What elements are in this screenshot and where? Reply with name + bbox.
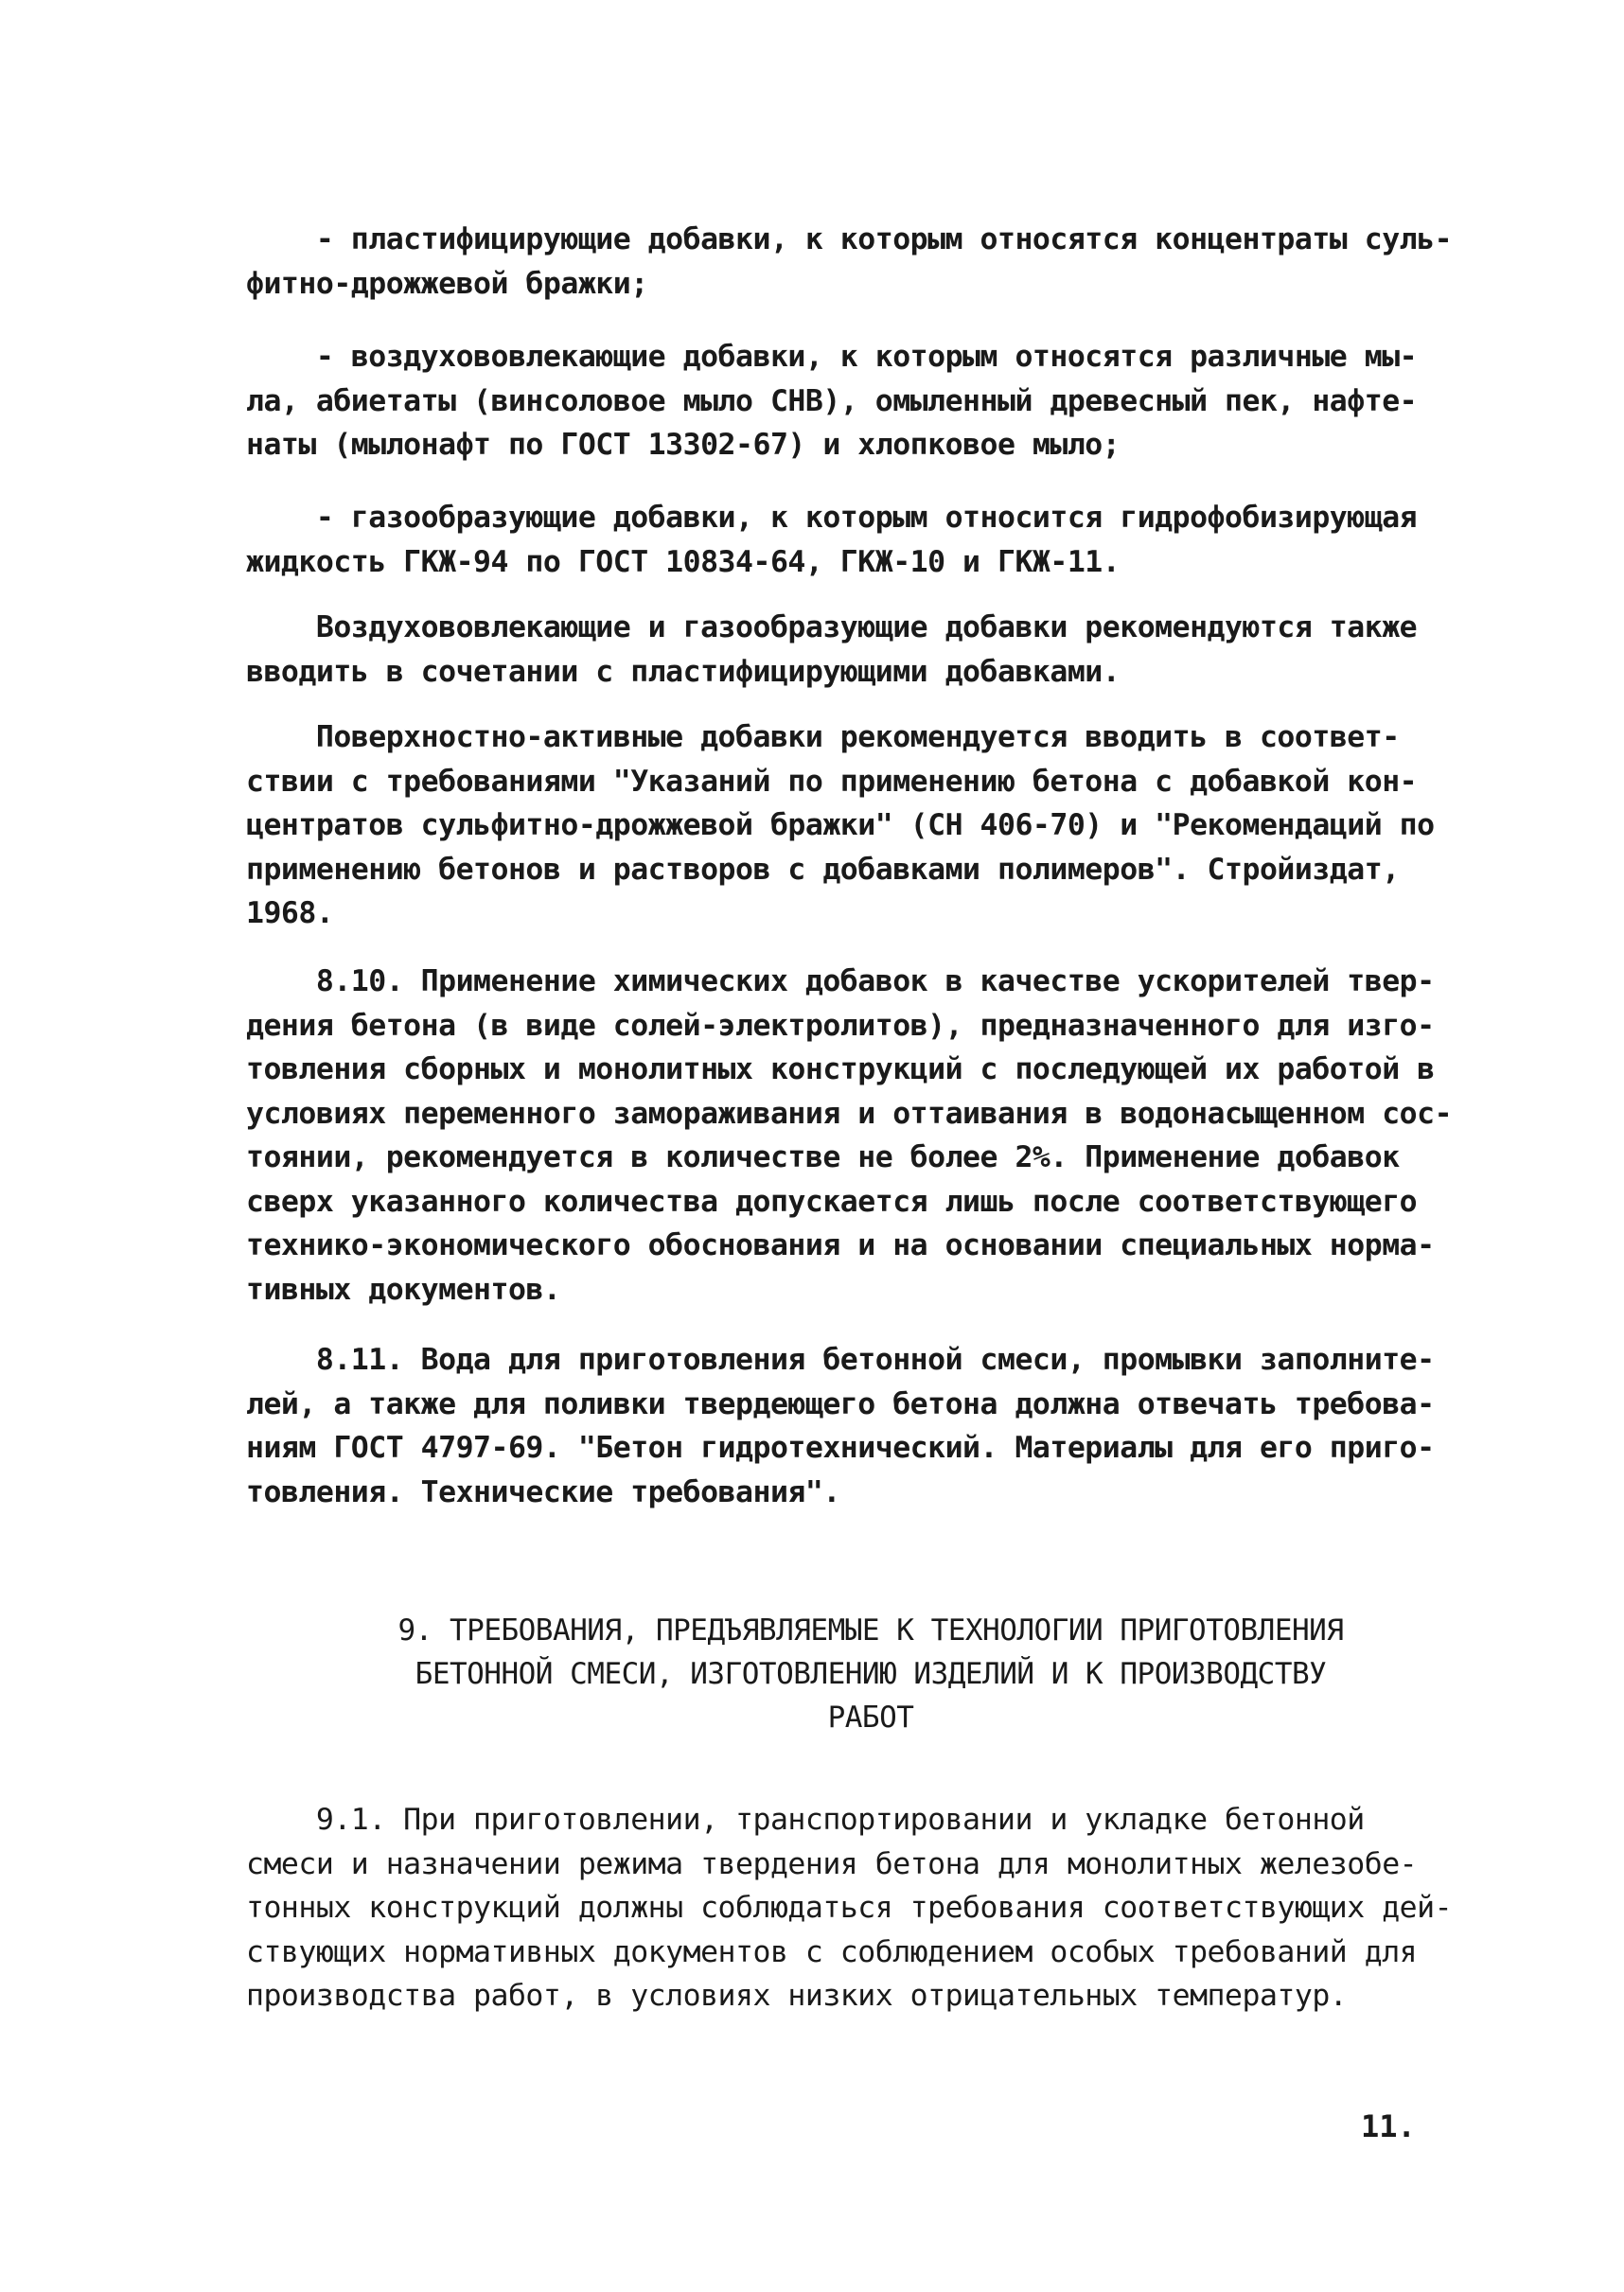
text-line: смеси и назначении режима твердения бетона для монолитных железобе- — [246, 1846, 1418, 1881]
text-line: тоянии, рекомендуется в количестве не более 2%. Применение добавок — [246, 1140, 1400, 1174]
heading-line: 9. ТРЕБОВАНИЯ, ПРЕДЪЯВЛЯЕМЫЕ К ТЕХНОЛОГИИ ПРИГОТОВЛЕНИЯ — [397, 1613, 1344, 1648]
text-line: производства работ, в условиях низких отрицательных температур. — [246, 1979, 1348, 2013]
paragraph-combination-recommendation — [246, 606, 1495, 694]
text-line: - воздухововлекающие добавки, к которым относятся различные мы- — [246, 340, 1418, 374]
text-line: тивных документов. — [246, 1272, 561, 1307]
paragraph-9-1 — [246, 1798, 1495, 2019]
text-line: вводить в сочетании с пластифицирующими добавками. — [246, 654, 1121, 689]
text-line: Воздухововлекающие и газообразующие добавки рекомендуются также — [246, 610, 1418, 644]
text-line: центратов сульфитно-дрожжевой бражки" (СН 406-70) и "Рекомендаций по — [246, 808, 1435, 842]
text-line: жидкость ГКЖ-94 по ГОСТ 10834-64, ГКЖ-10 и ГКЖ-11. — [246, 544, 1121, 579]
text-line: товления. Технические требования". — [246, 1474, 840, 1509]
text-line: 8.11. Вода для приготовления бетонной смеси, промывки заполните- — [246, 1343, 1435, 1377]
text-line: 1968. — [246, 896, 334, 930]
paragraph-air-entraining-additives — [246, 335, 1495, 467]
text-line: технико-экономического обоснования и на основании специальных норма- — [246, 1228, 1435, 1262]
paragraph-surface-active-additives — [246, 715, 1495, 936]
text-line: товления сборных и монолитных конструкций с последующей их работой в — [246, 1052, 1435, 1086]
paragraph-8-11 — [246, 1338, 1495, 1514]
text-line: ниям ГОСТ 4797-69. "Бетон гидротехнический. Материалы для его приго- — [246, 1431, 1435, 1465]
text-line: 8.10. Применение химических добавок в качестве ускорителей твер- — [246, 964, 1435, 998]
text-line: ствующих нормативных документов с соблюдением особых требований для — [246, 1934, 1418, 1969]
heading-line: РАБОТ — [827, 1701, 914, 1735]
paragraph-gas-forming-additives — [246, 496, 1495, 584]
text-line: фитно-дрожжевой бражки; — [246, 266, 648, 301]
text-line: сверх указанного количества допускается лишь после соответствующего — [246, 1184, 1418, 1219]
text-line: ствии с требованиями "Указаний по применению бетона с добавкой кон- — [246, 764, 1418, 799]
text-line: - пластифицирующие добавки, к которым относятся концентраты суль- — [246, 222, 1453, 256]
text-line: - газообразующие добавки, к которым относится гидрофобизирующая — [246, 501, 1418, 535]
text-line: Поверхностно-активные добавки рекомендуется вводить в соответ- — [246, 720, 1400, 754]
text-line: условиях переменного замораживания и оттаивания в водонасыщенном сос- — [246, 1096, 1453, 1131]
paragraph-8-10 — [246, 960, 1495, 1312]
paragraph-plasticizing-additives — [246, 218, 1495, 306]
section-9-heading — [246, 1609, 1495, 1739]
text-line: наты (мылонафт по ГОСТ 13302-67) и хлопковое мыло; — [246, 428, 1121, 462]
text-line: тонных конструкций должны соблюдаться требования соответствующих дей- — [246, 1891, 1453, 1925]
text-line: 9.1. При приготовлении, транспортировании и укладке бетонной — [246, 1803, 1365, 1837]
text-line: ла, абиетаты (винсоловое мыло СНВ), омыленный древесный пек, нафте- — [246, 383, 1418, 418]
page-number: 11. — [1361, 2108, 1416, 2144]
text-line: лей, а также для поливки твердеющего бетона должна отвечать требова- — [246, 1386, 1435, 1421]
heading-line: БЕТОННОЙ СМЕСИ, ИЗГОТОВЛЕНИЮ ИЗДЕЛИЙ И К ПРОИЗВОДСТВУ — [415, 1657, 1327, 1691]
text-line: дения бетона (в виде солей-электролитов), предназначенного для изго- — [246, 1008, 1435, 1043]
text-line: применению бетонов и растворов с добавками полимеров". Стройиздат, — [246, 852, 1400, 887]
